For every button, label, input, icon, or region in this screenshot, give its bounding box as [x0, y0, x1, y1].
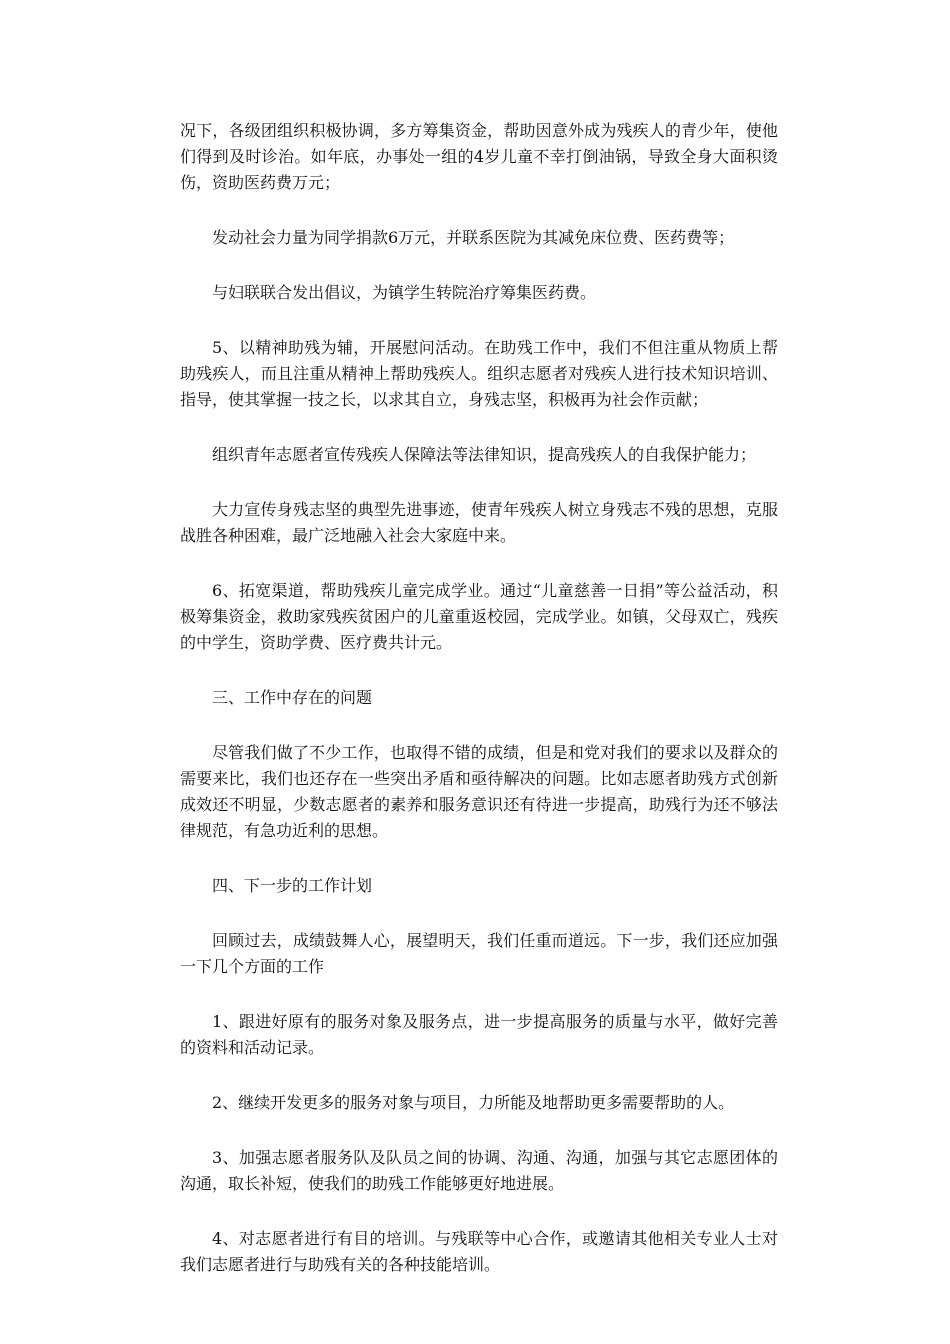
paragraph: 回顾过去，成绩鼓舞人心，展望明天，我们任重而道远。下一步，我们还应加强一下几个方面的工作: [180, 931, 778, 976]
list-item: 4、对志愿者进行有目的培训。与残联等中心合作，或邀请其他相关专业人士对我们志愿者进行与助残有关的各种技能培训。: [180, 1229, 778, 1274]
list-item: 1、跟进好原有的服务对象及服务点，进一步提高服务的质量与水平，做好完善的资料和活动记录。: [180, 1012, 778, 1057]
paragraph-continued: 况下，各级团组织积极协调，多方筹集资金，帮助因意外成为残疾人的青少年，使他们得到及时诊治。如年底，办事处一组的4岁儿童不幸打倒油锅，导致全身大面积烫伤，资助医药费万元；: [180, 121, 778, 192]
section-heading: 三、工作中存在的问题: [212, 688, 373, 707]
paragraph: 与妇联联合发出倡议，为镇学生转院治疗筹集医药费。: [212, 283, 597, 302]
paragraph: 发动社会力量为同学捐款6万元，并联系医院为其减免床位费、医药费等；: [212, 228, 735, 247]
paragraph: 组织青年志愿者宣传残疾人保障法等法律知识，提高残疾人的自我保护能力；: [212, 445, 757, 464]
paragraph: 尽管我们做了不少工作，也取得不错的成绩，但是和党对我们的要求以及群众的需要来比，我们也还存在一些突出矛盾和亟待解决的问题。比如志愿者助残方式创新成效还不明显，少数志愿者的素养和服务意识还有待进一步提高，助残行为还不够法律规范，有急功近利的思想。: [180, 743, 778, 840]
paragraph: 5、以精神助残为辅，开展慰问活动。在助残工作中，我们不但注重从物质上帮助残疾人，而且注重从精神上帮助残疾人。组织志愿者对残疾人进行技术知识培训、指导，使其掌握一技之长，以求其自立，身残志坚，积极再为社会作贡献；: [180, 338, 778, 409]
paragraph: 大力宣传身残志坚的典型先进事迹，使青年残疾人树立身残志不残的思想，克服战胜各种困难，最广泛地融入社会大家庭中来。: [180, 500, 778, 545]
section-heading: 四、下一步的工作计划: [212, 876, 373, 895]
paragraph: 6、拓宽渠道，帮助残疾儿童完成学业。通过“儿童慈善一日捐”等公益活动，积极筹集资金，救助家残疾贫困户的儿童重返校园，完成学业。如镇，父母双亡，残疾的中学生，资助学费、医疗费共计元。: [180, 581, 778, 652]
document-body: [180, 118, 778, 1307]
list-item: 2、继续开发更多的服务对象与项目，力所能及地帮助更多需要帮助的人。: [212, 1093, 735, 1112]
list-item: 3、加强志愿者服务队及队员之间的协调、沟通、沟通，加强与其它志愿团体的沟通，取长补短，使我们的助残工作能够更好地进展。: [180, 1148, 778, 1193]
